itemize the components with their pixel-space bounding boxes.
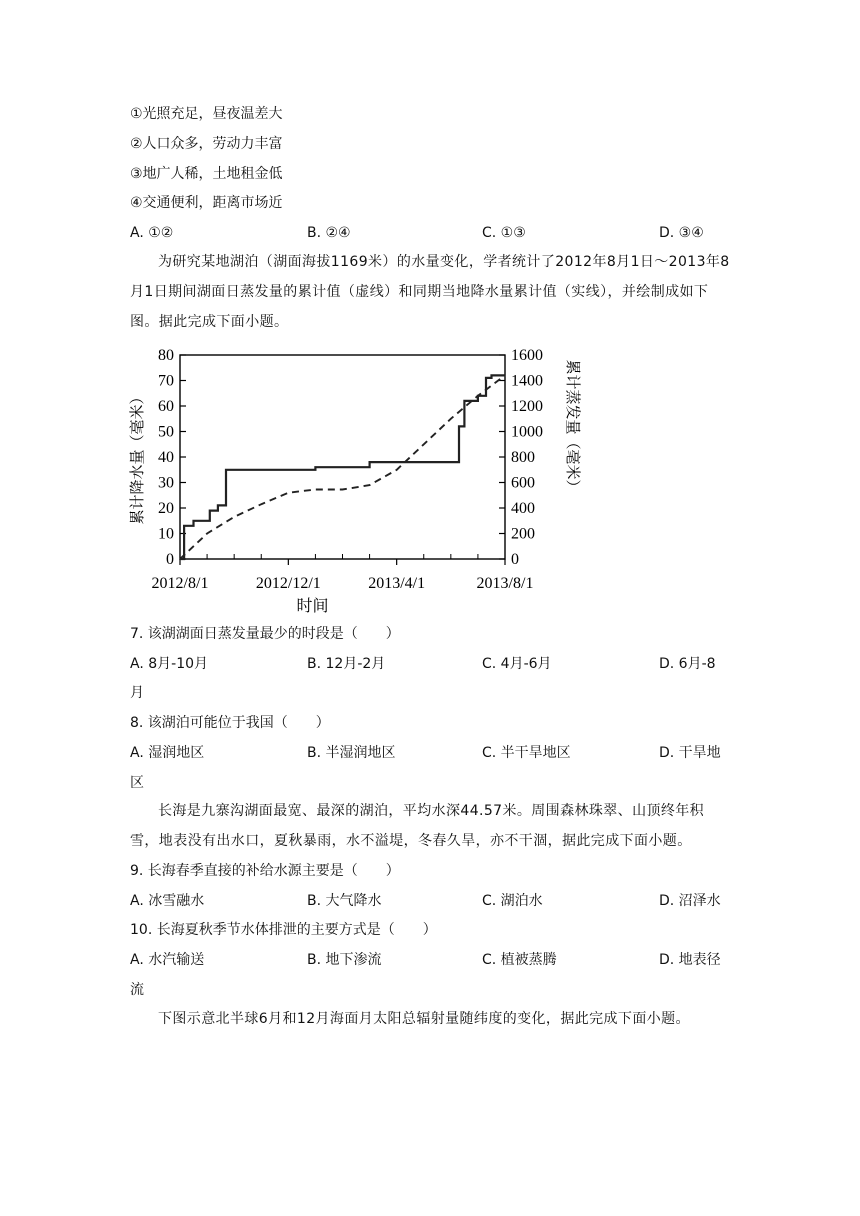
q7-choice-d-wrap: 月 xyxy=(130,685,144,701)
q10-choice-a: A. 水汽输送 xyxy=(130,952,205,968)
right-tick-label: 200 xyxy=(511,525,535,543)
right-tick-label: 0 xyxy=(511,551,519,568)
q8-choice-d: D. 干旱地 xyxy=(659,745,721,761)
q8-choice-a: A. 湿润地区 xyxy=(130,745,205,761)
right-tick-label: 400 xyxy=(511,500,535,517)
q10-choice-b: B. 地下渗流 xyxy=(307,952,382,968)
right-tick-label: 1400 xyxy=(511,372,543,390)
q7-choice-d: D. 6月-8 xyxy=(659,656,716,672)
precipitation-series-line xyxy=(180,375,505,559)
x-tick-label: 2012/12/1 xyxy=(255,575,321,592)
q7-choice-c: C. 4月-6月 xyxy=(482,656,552,672)
q8-choice-d-wrap: 区 xyxy=(130,775,144,791)
intro-paragraph-radiation: 下图示意北半球6月和12月海面月太阳总辐射量随纬度的变化，据此完成下面小题。 xyxy=(158,1011,690,1027)
q10-choice-c: C. 植被蒸腾 xyxy=(482,952,557,968)
right-tick-label: 600 xyxy=(511,474,535,492)
option-1: ①光照充足，昼夜温差大 xyxy=(130,106,283,122)
plot-frame xyxy=(180,355,505,559)
left-tick-label: 10 xyxy=(158,525,174,543)
q10-stem: 10. 长海夏秋季节水体排泄的主要方式是（ ） xyxy=(130,922,437,938)
left-tick-label: 0 xyxy=(166,551,174,568)
option-3: ③地广人稀，土地租金低 xyxy=(130,166,283,182)
right-tick-label: 1200 xyxy=(511,398,543,415)
q7-stem: 7. 该湖湖面日蒸发量最少的时段是（ ） xyxy=(130,626,400,642)
right-tick-label: 1600 xyxy=(511,347,543,364)
q8-choice-b: B. 半湿润地区 xyxy=(307,745,396,761)
left-tick-label: 70 xyxy=(158,372,174,390)
q9-stem: 9. 长海春季直接的补给水源主要是（ ） xyxy=(130,863,400,879)
y-right-axis-label: 累计蒸发量（毫米） xyxy=(564,359,580,495)
x-tick-label: 2013/4/1 xyxy=(368,575,426,592)
q9-choice-b: B. 大气降水 xyxy=(307,893,382,909)
intro-paragraph-lake: 为研究某地湖泊（湖面海拔1169米）的水量变化，学者统计了2012年8月1日～2013年8月1日期间湖面日蒸发量的累计值（虚线）和同期当地降水量累计值（实线），并绘制成如下图。据此完成下面小题。 xyxy=(130,254,730,330)
q7-choice-a: A. 8月-10月 xyxy=(130,656,209,672)
q10-choice-d: D. 地表径 xyxy=(659,952,721,968)
q8-choice-c: C. 半干旱地区 xyxy=(482,745,571,761)
y-left-axis-label: 累计降水量（毫米） xyxy=(130,389,146,525)
q7-choice-b: B. 12月-2月 xyxy=(307,656,386,672)
q8-stem: 8. 该湖泊可能位于我国（ ） xyxy=(130,715,330,731)
q9-choice-a: A. 冰雪融水 xyxy=(130,893,205,909)
option-2: ②人口众多，劳动力丰富 xyxy=(130,136,283,152)
intro-paragraph-changhai: 长海是九寨沟湖面最宽、最深的湖泊，平均水深44.57米。周围森林珠翠、山顶终年积雪，地表没有出水口，夏秋暴雨，水不溢堤，冬春久旱，亦不干涸，据此完成下面小题。 xyxy=(130,803,705,849)
left-tick-label: 80 xyxy=(158,347,174,364)
left-tick-label: 30 xyxy=(158,474,174,492)
water-balance-chart xyxy=(120,335,580,617)
q6-choice-b: B. ②④ xyxy=(307,225,351,241)
x-tick-label: 2013/8/1 xyxy=(476,575,534,592)
left-tick-label: 20 xyxy=(158,500,174,517)
left-tick-label: 40 xyxy=(158,449,174,466)
x-axis-label: 时间 xyxy=(296,598,329,615)
q6-choice-c: C. ①③ xyxy=(482,225,526,241)
q9-choice-d: D. 沼泽水 xyxy=(659,893,721,909)
right-tick-label: 1000 xyxy=(511,423,543,441)
q6-choice-d: D. ③④ xyxy=(659,225,704,241)
q10-choice-d-wrap: 流 xyxy=(130,982,144,998)
q9-choice-c: C. 湖泊水 xyxy=(482,893,543,909)
left-tick-label: 60 xyxy=(158,398,174,415)
left-tick-label: 50 xyxy=(158,423,174,441)
option-4: ④交通便利，距离市场近 xyxy=(130,195,283,211)
right-tick-label: 800 xyxy=(511,449,535,466)
x-tick-label: 2012/8/1 xyxy=(151,575,209,592)
q6-choice-a: A. ①② xyxy=(130,225,174,241)
